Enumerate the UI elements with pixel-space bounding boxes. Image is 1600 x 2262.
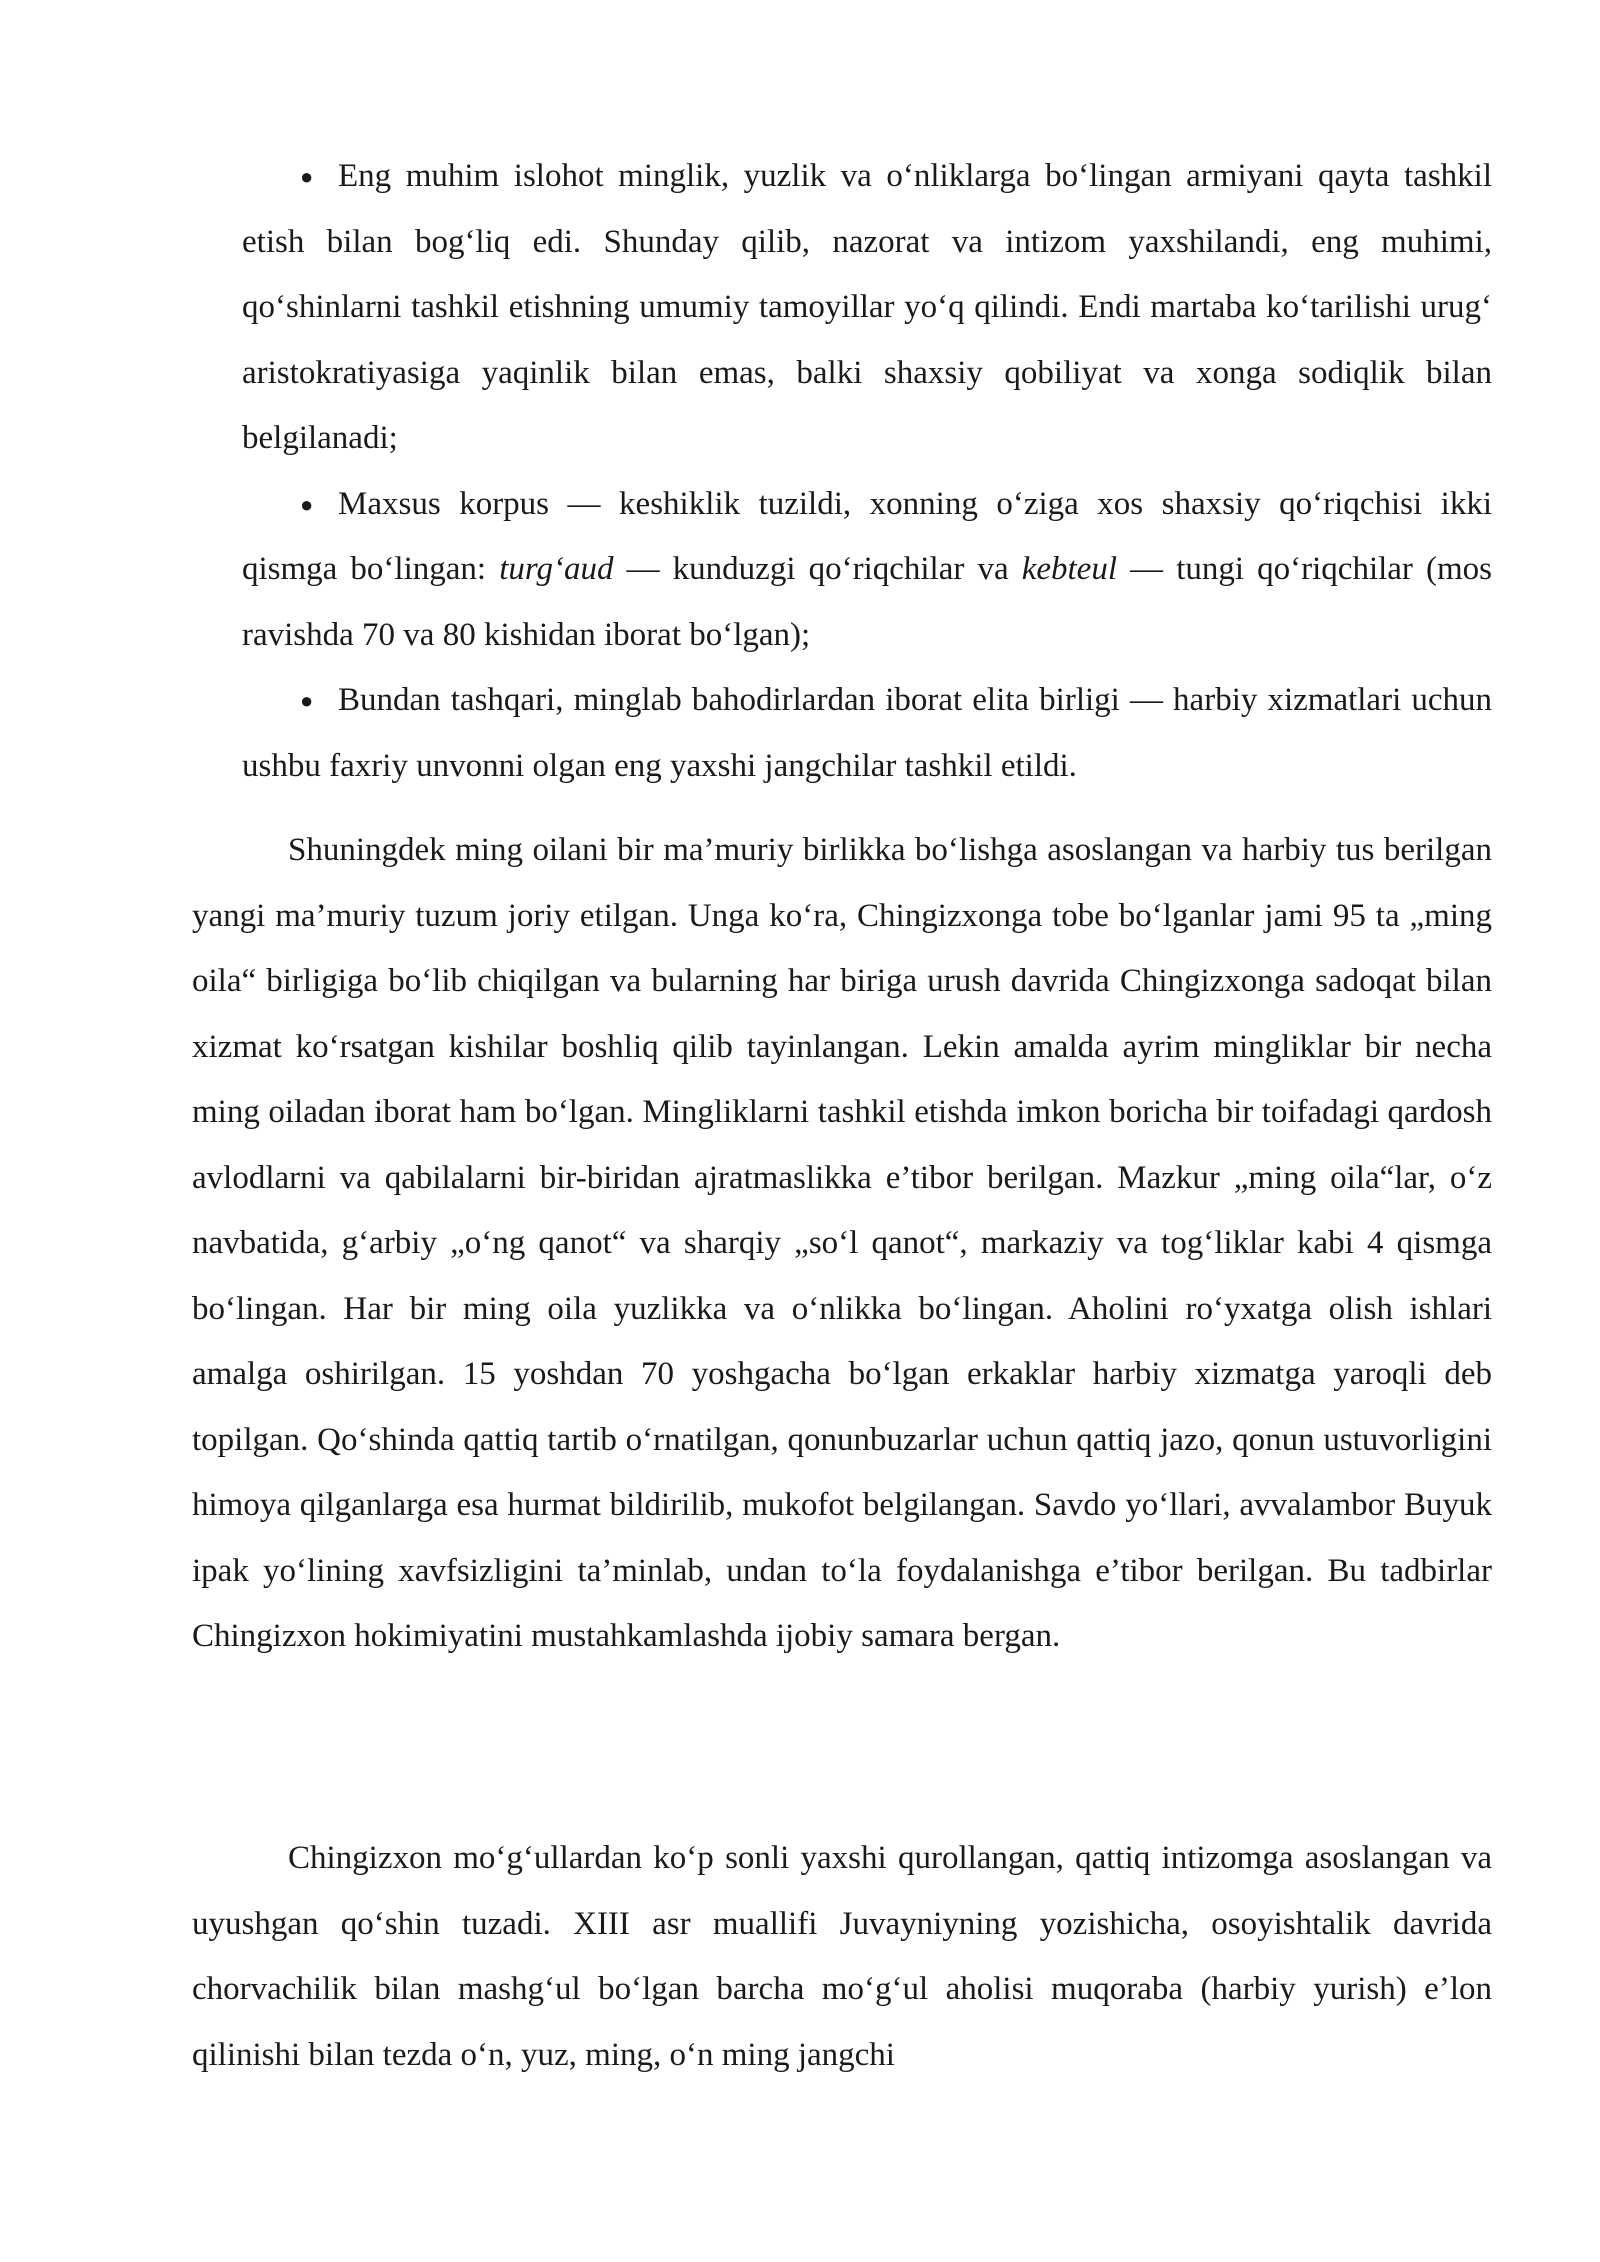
- list-item: [242, 472, 1492, 669]
- list-item: [242, 144, 1492, 472]
- bullet-icon: ●: [300, 491, 314, 517]
- list-item-text: — kunduzgi qo‘riqchilar va: [613, 551, 1022, 587]
- body-paragraph: Chingizxon mo‘g‘ullardan ko‘p sonli yaxshi qurollangan, qattiq intizomga asoslangan va uyushgan qo‘shin tuzadi. XIII asr muallifi Juvayniyning yozishicha, osoyishtalik davrida chorvachilik bilan mashg‘ul bo‘lgan barcha mo‘g‘ul aholisi muqoraba (harbiy yurish) e’lon qilinishi bilan tezda o‘n, yuz, ming, o‘n ming jangchi: [192, 1840, 1492, 2073]
- list-item-text: Eng muhim islohot minglik, yuzlik va o‘nliklarga bo‘lingan armiyani qayta tashkil etish bilan bog‘liq edi. Shunday qilib, nazorat va intizom yaxshilandi, eng muhimi, qo‘shinlarni tashkil etishning umumiy tamoyillar yo‘q qilindi. Endi martaba ko‘tarilishi urug‘ aristokratiyasiga yaqinlik bilan emas, balki shaxsiy qobiliyat va xonga sodiqlik bilan belgilanadi;: [242, 158, 1492, 456]
- list-item-text: — tungi qo‘riqchilar (mos ravishda 70 va 80 kishidan iborat bo‘lgan);: [242, 551, 1493, 653]
- italic-term: turg‘aud: [499, 551, 614, 587]
- bullet-icon: ●: [300, 688, 314, 713]
- body-paragraph: Shuningdek ming oilani bir ma’muriy birlikka bo‘lishga asoslangan va harbiy tus berilgan yangi ma’muriy tuzum joriy etilgan. Unga ko‘ra, Chingizxonga tobe bo‘lganlar jami 95 ta „ming oila“ birligiga bo‘lib chiqilgan va bularning har biriga urush davrida Chingizxonga sadoqat bilan xizmat ko‘rsatgan kishilar boshliq qilib tayinlangan. Lekin amalda ayrim mingliklar bir necha ming oiladan iborat ham bo‘lgan. Mingliklarni tashkil etishda imkon boricha bir toifadagi qardosh avlodlarni va qabilalarni bir-biridan ajratmaslikka e’tibor berilgan. Mazkur „ming oila“lar, o‘z navbatida, g‘arbiy „o‘ng qanot“ va sharqiy „so‘l qanot“, markaziy va tog‘liklar kabi 4 qismga bo‘lingan. Har bir ming oila yuzlikka va o‘nlikka bo‘lingan. Aholini ro‘yxatga olish ishlari amalga oshirilgan. 15 yoshdan 70 yoshgacha bo‘lgan erkaklar harbiy xizmatga yaroqli deb topilgan. Qo‘shinda qattiq tartib o‘rnatilgan, qonunbuzarlar uchun qattiq jazo, qonun ustuvorligini himoya qilganlarga esa hurmat bildirilib, mukofot belgilangan. Savdo yo‘llari, avvalambor Buyuk ipak yo‘lining xavfsizligini ta’minlab, undan to‘la foydalanishga e’tibor berilgan. Bu tadbirlar Chingizxon hokimiyatini mustahkamlashda ijobiy samara bergan.: [192, 832, 1492, 1654]
- bullet-icon: ●: [300, 164, 314, 189]
- list-item: [242, 668, 1492, 799]
- bullet-list: [242, 144, 1492, 799]
- italic-term: kebteul: [1021, 551, 1117, 587]
- list-item-text: Bundan tashqari, minglab bahodirlardan iborat elita birligi — harbiy xizmatlari uchun ushbu faxriy unvonni olgan eng yaxshi jangchilar tashkil etildi.: [242, 682, 1492, 784]
- list-item-text: Maxsus korpus — keshiklik tuzildi, xonning o‘ziga xos shaxsiy qo‘riqchisi ikki qismga bo‘lingan:: [242, 485, 1492, 587]
